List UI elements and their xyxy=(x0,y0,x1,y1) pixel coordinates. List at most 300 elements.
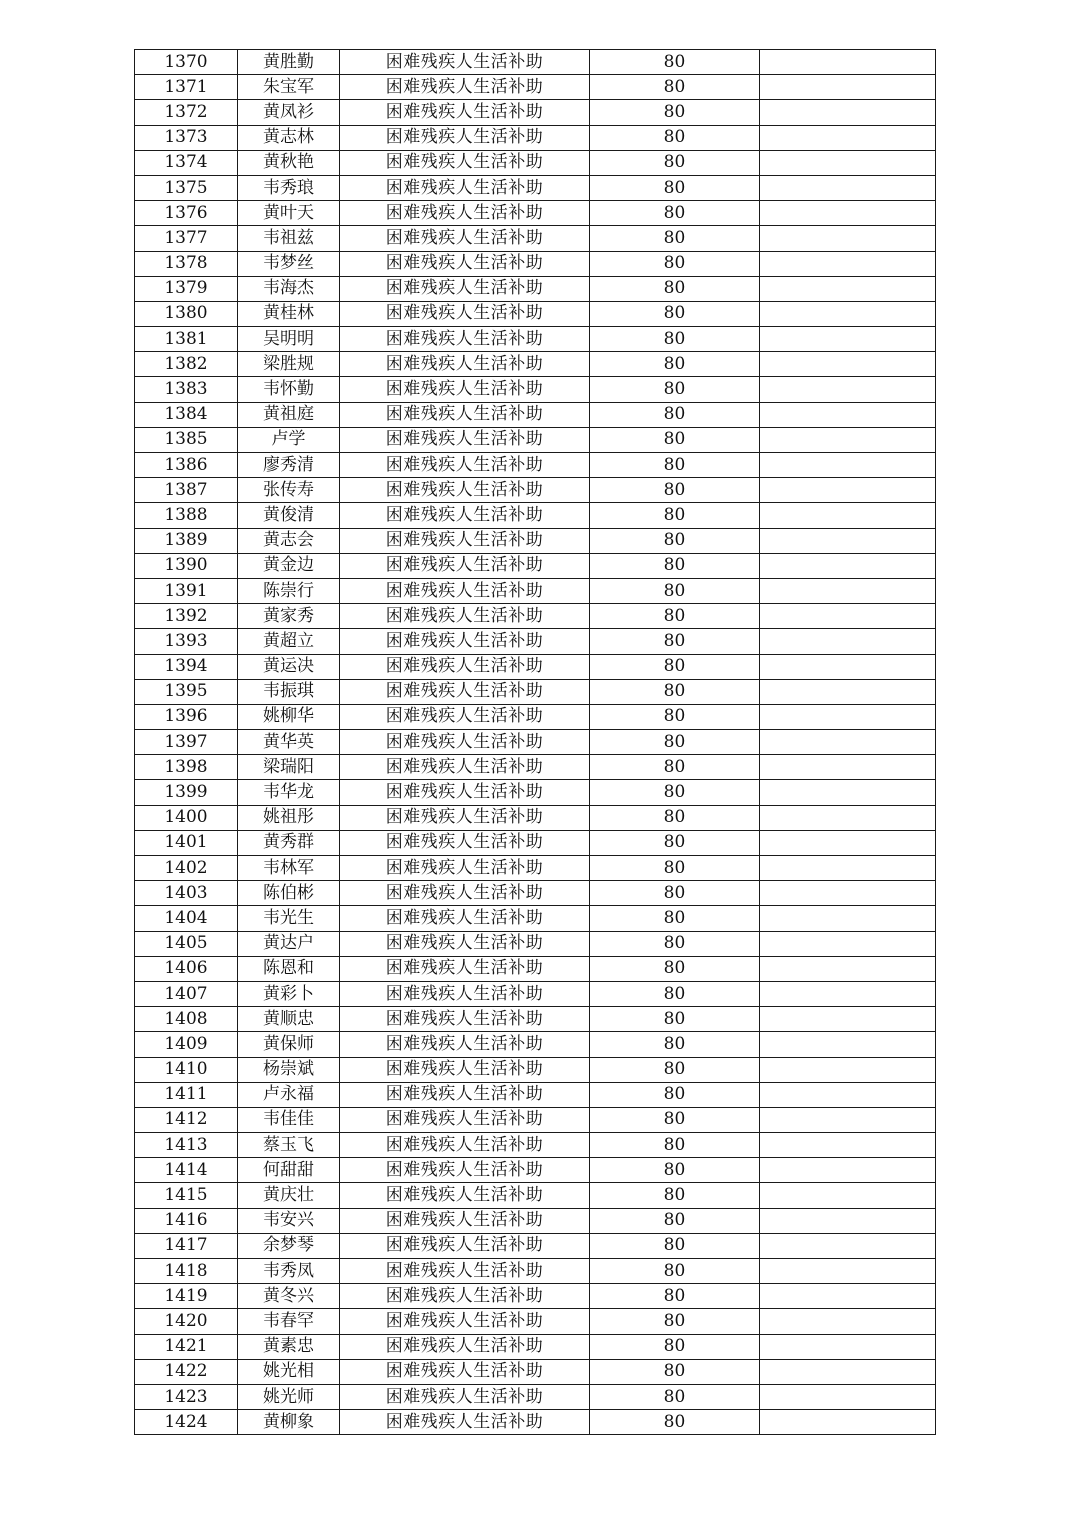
subsidy-type-cell: 困难残疾人生活补助 xyxy=(340,881,590,906)
name-cell: 黄俊清 xyxy=(238,503,340,528)
amount-cell: 80 xyxy=(590,553,760,578)
subsidy-type-cell: 困难残疾人生活补助 xyxy=(340,1032,590,1057)
table-row xyxy=(135,528,936,553)
row-number-cell: 1407 xyxy=(135,981,238,1006)
amount-cell: 80 xyxy=(590,1133,760,1158)
subsidy-type-cell: 困难残疾人生活补助 xyxy=(340,503,590,528)
note-cell xyxy=(760,251,936,276)
table-row xyxy=(135,830,936,855)
subsidy-type-cell: 困难残疾人生活补助 xyxy=(340,906,590,931)
table-row xyxy=(135,402,936,427)
row-number-cell: 1415 xyxy=(135,1183,238,1208)
amount-cell: 80 xyxy=(590,956,760,981)
name-cell: 黄凤衫 xyxy=(238,100,340,125)
subsidy-type-cell: 困难残疾人生活补助 xyxy=(340,629,590,654)
row-number-cell: 1371 xyxy=(135,75,238,100)
row-number-cell: 1399 xyxy=(135,780,238,805)
note-cell xyxy=(760,553,936,578)
table-row xyxy=(135,251,936,276)
subsidy-type-cell: 困难残疾人生活补助 xyxy=(340,1208,590,1233)
row-number-cell: 1414 xyxy=(135,1158,238,1183)
name-cell: 姚光相 xyxy=(238,1359,340,1384)
subsidy-type-cell: 困难残疾人生活补助 xyxy=(340,1359,590,1384)
table-row xyxy=(135,679,936,704)
table-row xyxy=(135,1384,936,1409)
subsidy-type-cell: 困难残疾人生活补助 xyxy=(340,654,590,679)
amount-cell: 80 xyxy=(590,528,760,553)
note-cell xyxy=(760,1384,936,1409)
note-cell xyxy=(760,50,936,75)
table-row xyxy=(135,1107,936,1132)
row-number-cell: 1401 xyxy=(135,830,238,855)
subsidy-type-cell: 困难残疾人生活补助 xyxy=(340,1057,590,1082)
subsidy-type-cell: 困难残疾人生活补助 xyxy=(340,453,590,478)
row-number-cell: 1403 xyxy=(135,881,238,906)
amount-cell: 80 xyxy=(590,327,760,352)
amount-cell: 80 xyxy=(590,1233,760,1258)
amount-cell: 80 xyxy=(590,830,760,855)
row-number-cell: 1382 xyxy=(135,352,238,377)
note-cell xyxy=(760,679,936,704)
table-row xyxy=(135,50,936,75)
table-row xyxy=(135,704,936,729)
amount-cell: 80 xyxy=(590,402,760,427)
name-cell: 廖秀清 xyxy=(238,453,340,478)
subsidy-type-cell: 困难残疾人生活补助 xyxy=(340,150,590,175)
name-cell: 黄彩卜 xyxy=(238,981,340,1006)
table-row xyxy=(135,578,936,603)
name-cell: 蔡玉飞 xyxy=(238,1133,340,1158)
subsidy-type-cell: 困难残疾人生活补助 xyxy=(340,528,590,553)
row-number-cell: 1412 xyxy=(135,1107,238,1132)
table-row xyxy=(135,125,936,150)
table-row xyxy=(135,604,936,629)
note-cell xyxy=(760,453,936,478)
amount-cell: 80 xyxy=(590,1158,760,1183)
row-number-cell: 1385 xyxy=(135,427,238,452)
table-row xyxy=(135,856,936,881)
amount-cell: 80 xyxy=(590,578,760,603)
row-number-cell: 1374 xyxy=(135,150,238,175)
name-cell: 韦海杰 xyxy=(238,276,340,301)
subsidy-type-cell: 困难残疾人生活补助 xyxy=(340,1284,590,1309)
name-cell: 姚光师 xyxy=(238,1384,340,1409)
note-cell xyxy=(760,931,936,956)
amount-cell: 80 xyxy=(590,1183,760,1208)
subsidy-type-cell: 困难残疾人生活补助 xyxy=(340,327,590,352)
name-cell: 杨崇斌 xyxy=(238,1057,340,1082)
note-cell xyxy=(760,956,936,981)
subsidy-type-cell: 困难残疾人生活补助 xyxy=(340,1183,590,1208)
amount-cell: 80 xyxy=(590,856,760,881)
table-row xyxy=(135,301,936,326)
subsidy-type-cell: 困难残疾人生活补助 xyxy=(340,1309,590,1334)
subsidy-type-cell: 困难残疾人生活补助 xyxy=(340,1334,590,1359)
table-row xyxy=(135,478,936,503)
subsidy-type-cell: 困难残疾人生活补助 xyxy=(340,1007,590,1032)
name-cell: 卢学 xyxy=(238,427,340,452)
amount-cell: 80 xyxy=(590,780,760,805)
amount-cell: 80 xyxy=(590,1082,760,1107)
amount-cell: 80 xyxy=(590,125,760,150)
amount-cell: 80 xyxy=(590,730,760,755)
row-number-cell: 1395 xyxy=(135,679,238,704)
amount-cell: 80 xyxy=(590,503,760,528)
subsidy-type-cell: 困难残疾人生活补助 xyxy=(340,1133,590,1158)
name-cell: 梁瑞阳 xyxy=(238,755,340,780)
row-number-cell: 1411 xyxy=(135,1082,238,1107)
name-cell: 黄素忠 xyxy=(238,1334,340,1359)
amount-cell: 80 xyxy=(590,175,760,200)
row-number-cell: 1377 xyxy=(135,226,238,251)
subsidy-type-cell: 困难残疾人生活补助 xyxy=(340,125,590,150)
note-cell xyxy=(760,1284,936,1309)
table-row xyxy=(135,956,936,981)
amount-cell: 80 xyxy=(590,679,760,704)
note-cell xyxy=(760,201,936,226)
amount-cell: 80 xyxy=(590,981,760,1006)
row-number-cell: 1393 xyxy=(135,629,238,654)
amount-cell: 80 xyxy=(590,1007,760,1032)
name-cell: 黄超立 xyxy=(238,629,340,654)
subsidy-type-cell: 困难残疾人生活补助 xyxy=(340,427,590,452)
note-cell xyxy=(760,704,936,729)
note-cell xyxy=(760,1133,936,1158)
table-row xyxy=(135,881,936,906)
note-cell xyxy=(760,503,936,528)
name-cell: 黄庆壮 xyxy=(238,1183,340,1208)
subsidy-type-cell: 困难残疾人生活补助 xyxy=(340,1384,590,1409)
table-row xyxy=(135,1259,936,1284)
name-cell: 黄顺忠 xyxy=(238,1007,340,1032)
row-number-cell: 1416 xyxy=(135,1208,238,1233)
name-cell: 韦佳佳 xyxy=(238,1107,340,1132)
note-cell xyxy=(760,402,936,427)
amount-cell: 80 xyxy=(590,377,760,402)
table-row xyxy=(135,1082,936,1107)
subsidy-type-cell: 困难残疾人生活补助 xyxy=(340,1410,590,1435)
row-number-cell: 1410 xyxy=(135,1057,238,1082)
name-cell: 吴明明 xyxy=(238,327,340,352)
row-number-cell: 1417 xyxy=(135,1233,238,1258)
name-cell: 韦华龙 xyxy=(238,780,340,805)
amount-cell: 80 xyxy=(590,1309,760,1334)
amount-cell: 80 xyxy=(590,604,760,629)
name-cell: 黄家秀 xyxy=(238,604,340,629)
row-number-cell: 1386 xyxy=(135,453,238,478)
table-row xyxy=(135,1410,936,1435)
table-row xyxy=(135,1183,936,1208)
name-cell: 陈恩和 xyxy=(238,956,340,981)
amount-cell: 80 xyxy=(590,150,760,175)
subsidy-type-cell: 困难残疾人生活补助 xyxy=(340,981,590,1006)
name-cell: 余梦琴 xyxy=(238,1233,340,1258)
subsidy-type-cell: 困难残疾人生活补助 xyxy=(340,1158,590,1183)
note-cell xyxy=(760,780,936,805)
table-row xyxy=(135,1133,936,1158)
table-row xyxy=(135,75,936,100)
note-cell xyxy=(760,150,936,175)
row-number-cell: 1422 xyxy=(135,1359,238,1384)
subsidy-type-cell: 困难残疾人生活补助 xyxy=(340,931,590,956)
name-cell: 朱宝军 xyxy=(238,75,340,100)
subsidy-list-table xyxy=(134,49,936,1435)
amount-cell: 80 xyxy=(590,301,760,326)
row-number-cell: 1398 xyxy=(135,755,238,780)
subsidy-type-cell: 困难残疾人生活补助 xyxy=(340,830,590,855)
note-cell xyxy=(760,276,936,301)
row-number-cell: 1402 xyxy=(135,856,238,881)
table-row xyxy=(135,1208,936,1233)
table-row xyxy=(135,730,936,755)
amount-cell: 80 xyxy=(590,75,760,100)
note-cell xyxy=(760,301,936,326)
name-cell: 韦秀凤 xyxy=(238,1259,340,1284)
amount-cell: 80 xyxy=(590,704,760,729)
table-body xyxy=(135,50,936,1435)
row-number-cell: 1380 xyxy=(135,301,238,326)
subsidy-type-cell: 困难残疾人生活补助 xyxy=(340,956,590,981)
table-row xyxy=(135,100,936,125)
name-cell: 陈伯彬 xyxy=(238,881,340,906)
table-row xyxy=(135,226,936,251)
table-row xyxy=(135,427,936,452)
amount-cell: 80 xyxy=(590,931,760,956)
amount-cell: 80 xyxy=(590,881,760,906)
amount-cell: 80 xyxy=(590,276,760,301)
amount-cell: 80 xyxy=(590,1032,760,1057)
note-cell xyxy=(760,226,936,251)
name-cell: 黄祖庭 xyxy=(238,402,340,427)
amount-cell: 80 xyxy=(590,251,760,276)
name-cell: 张传寿 xyxy=(238,478,340,503)
table-row xyxy=(135,352,936,377)
amount-cell: 80 xyxy=(590,755,760,780)
note-cell xyxy=(760,856,936,881)
table-row xyxy=(135,1284,936,1309)
name-cell: 黄叶天 xyxy=(238,201,340,226)
note-cell xyxy=(760,981,936,1006)
subsidy-type-cell: 困难残疾人生活补助 xyxy=(340,730,590,755)
row-number-cell: 1390 xyxy=(135,553,238,578)
table-row xyxy=(135,553,936,578)
note-cell xyxy=(760,1183,936,1208)
note-cell xyxy=(760,1032,936,1057)
subsidy-type-cell: 困难残疾人生活补助 xyxy=(340,226,590,251)
table-row xyxy=(135,931,936,956)
subsidy-type-cell: 困难残疾人生活补助 xyxy=(340,704,590,729)
name-cell: 黄保师 xyxy=(238,1032,340,1057)
subsidy-type-cell: 困难残疾人生活补助 xyxy=(340,478,590,503)
row-number-cell: 1394 xyxy=(135,654,238,679)
note-cell xyxy=(760,1309,936,1334)
name-cell: 姚柳华 xyxy=(238,704,340,729)
subsidy-type-cell: 困难残疾人生活补助 xyxy=(340,301,590,326)
row-number-cell: 1413 xyxy=(135,1133,238,1158)
row-number-cell: 1384 xyxy=(135,402,238,427)
subsidy-type-cell: 困难残疾人生活补助 xyxy=(340,780,590,805)
amount-cell: 80 xyxy=(590,478,760,503)
row-number-cell: 1379 xyxy=(135,276,238,301)
row-number-cell: 1383 xyxy=(135,377,238,402)
amount-cell: 80 xyxy=(590,1259,760,1284)
row-number-cell: 1392 xyxy=(135,604,238,629)
table-row xyxy=(135,1309,936,1334)
table-row xyxy=(135,150,936,175)
subsidy-type-cell: 困难残疾人生活补助 xyxy=(340,856,590,881)
row-number-cell: 1404 xyxy=(135,906,238,931)
subsidy-type-cell: 困难残疾人生活补助 xyxy=(340,1233,590,1258)
name-cell: 卢永福 xyxy=(238,1082,340,1107)
note-cell xyxy=(760,755,936,780)
note-cell xyxy=(760,1082,936,1107)
row-number-cell: 1420 xyxy=(135,1309,238,1334)
table-row xyxy=(135,1007,936,1032)
note-cell xyxy=(760,1107,936,1132)
row-number-cell: 1423 xyxy=(135,1384,238,1409)
name-cell: 韦祖兹 xyxy=(238,226,340,251)
amount-cell: 80 xyxy=(590,226,760,251)
table-row xyxy=(135,1057,936,1082)
amount-cell: 80 xyxy=(590,1107,760,1132)
table-row xyxy=(135,1032,936,1057)
note-cell xyxy=(760,906,936,931)
table-row xyxy=(135,1158,936,1183)
note-cell xyxy=(760,1233,936,1258)
subsidy-type-cell: 困难残疾人生活补助 xyxy=(340,679,590,704)
row-number-cell: 1408 xyxy=(135,1007,238,1032)
note-cell xyxy=(760,1334,936,1359)
name-cell: 黄达户 xyxy=(238,931,340,956)
amount-cell: 80 xyxy=(590,629,760,654)
amount-cell: 80 xyxy=(590,1208,760,1233)
note-cell xyxy=(760,1359,936,1384)
row-number-cell: 1391 xyxy=(135,578,238,603)
name-cell: 韦秀琅 xyxy=(238,175,340,200)
amount-cell: 80 xyxy=(590,1410,760,1435)
note-cell xyxy=(760,604,936,629)
amount-cell: 80 xyxy=(590,201,760,226)
table-row xyxy=(135,755,936,780)
row-number-cell: 1373 xyxy=(135,125,238,150)
row-number-cell: 1397 xyxy=(135,730,238,755)
name-cell: 韦振琪 xyxy=(238,679,340,704)
name-cell: 黄柳象 xyxy=(238,1410,340,1435)
note-cell xyxy=(760,478,936,503)
subsidy-type-cell: 困难残疾人生活补助 xyxy=(340,175,590,200)
note-cell xyxy=(760,175,936,200)
subsidy-type-cell: 困难残疾人生活补助 xyxy=(340,1259,590,1284)
table-row xyxy=(135,805,936,830)
name-cell: 梁胜规 xyxy=(238,352,340,377)
note-cell xyxy=(760,629,936,654)
subsidy-type-cell: 困难残疾人生活补助 xyxy=(340,377,590,402)
amount-cell: 80 xyxy=(590,805,760,830)
amount-cell: 80 xyxy=(590,1334,760,1359)
name-cell: 黄志会 xyxy=(238,528,340,553)
note-cell xyxy=(760,1259,936,1284)
name-cell: 韦梦丝 xyxy=(238,251,340,276)
amount-cell: 80 xyxy=(590,654,760,679)
subsidy-type-cell: 困难残疾人生活补助 xyxy=(340,805,590,830)
note-cell xyxy=(760,125,936,150)
amount-cell: 80 xyxy=(590,352,760,377)
name-cell: 韦春罕 xyxy=(238,1309,340,1334)
amount-cell: 80 xyxy=(590,1057,760,1082)
amount-cell: 80 xyxy=(590,1384,760,1409)
note-cell xyxy=(760,805,936,830)
subsidy-type-cell: 困难残疾人生活补助 xyxy=(340,276,590,301)
table-row xyxy=(135,1359,936,1384)
subsidy-type-cell: 困难残疾人生活补助 xyxy=(340,251,590,276)
name-cell: 黄志林 xyxy=(238,125,340,150)
row-number-cell: 1388 xyxy=(135,503,238,528)
note-cell xyxy=(760,427,936,452)
name-cell: 黄运决 xyxy=(238,654,340,679)
note-cell xyxy=(760,327,936,352)
table-row xyxy=(135,1334,936,1359)
amount-cell: 80 xyxy=(590,453,760,478)
note-cell xyxy=(760,654,936,679)
row-number-cell: 1381 xyxy=(135,327,238,352)
note-cell xyxy=(760,352,936,377)
table-row xyxy=(135,327,936,352)
row-number-cell: 1387 xyxy=(135,478,238,503)
subsidy-type-cell: 困难残疾人生活补助 xyxy=(340,578,590,603)
note-cell xyxy=(760,1007,936,1032)
table-row xyxy=(135,276,936,301)
amount-cell: 80 xyxy=(590,427,760,452)
row-number-cell: 1396 xyxy=(135,704,238,729)
note-cell xyxy=(760,377,936,402)
table-row xyxy=(135,1233,936,1258)
subsidy-type-cell: 困难残疾人生活补助 xyxy=(340,352,590,377)
amount-cell: 80 xyxy=(590,50,760,75)
row-number-cell: 1424 xyxy=(135,1410,238,1435)
note-cell xyxy=(760,75,936,100)
name-cell: 黄秋艳 xyxy=(238,150,340,175)
name-cell: 黄华英 xyxy=(238,730,340,755)
table-row xyxy=(135,780,936,805)
table-row xyxy=(135,201,936,226)
name-cell: 黄冬兴 xyxy=(238,1284,340,1309)
name-cell: 韦怀勤 xyxy=(238,377,340,402)
subsidy-type-cell: 困难残疾人生活补助 xyxy=(340,553,590,578)
table-row xyxy=(135,981,936,1006)
name-cell: 黄胜勤 xyxy=(238,50,340,75)
row-number-cell: 1375 xyxy=(135,175,238,200)
amount-cell: 80 xyxy=(590,1284,760,1309)
row-number-cell: 1419 xyxy=(135,1284,238,1309)
subsidy-type-cell: 困难残疾人生活补助 xyxy=(340,1107,590,1132)
table-row xyxy=(135,654,936,679)
note-cell xyxy=(760,1158,936,1183)
subsidy-type-cell: 困难残疾人生活补助 xyxy=(340,75,590,100)
table-row xyxy=(135,629,936,654)
row-number-cell: 1370 xyxy=(135,50,238,75)
amount-cell: 80 xyxy=(590,100,760,125)
table-row xyxy=(135,503,936,528)
note-cell xyxy=(760,1410,936,1435)
row-number-cell: 1376 xyxy=(135,201,238,226)
name-cell: 黄金边 xyxy=(238,553,340,578)
name-cell: 姚祖彤 xyxy=(238,805,340,830)
table-row xyxy=(135,453,936,478)
note-cell xyxy=(760,730,936,755)
note-cell xyxy=(760,881,936,906)
amount-cell: 80 xyxy=(590,906,760,931)
row-number-cell: 1378 xyxy=(135,251,238,276)
